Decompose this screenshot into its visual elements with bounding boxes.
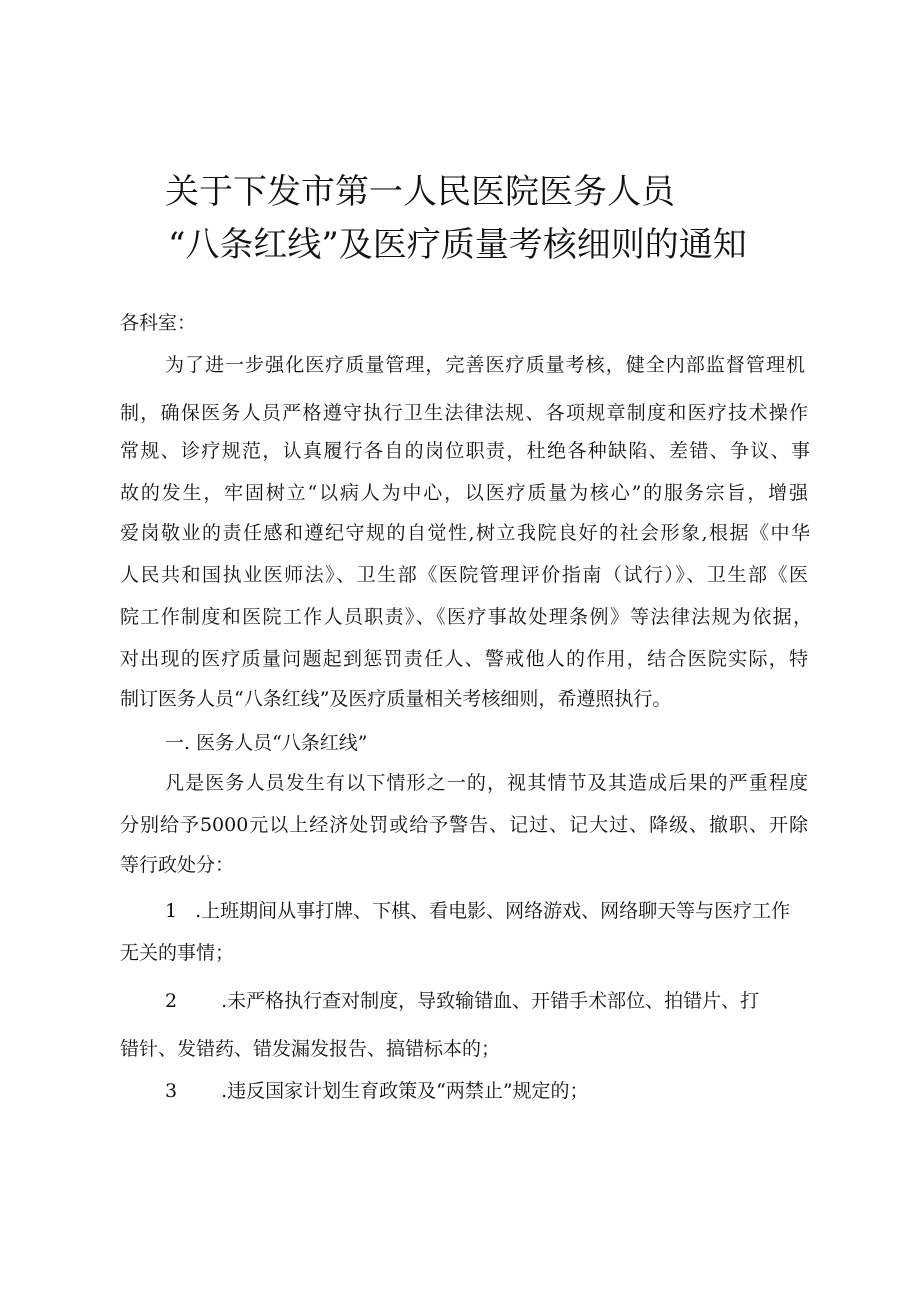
item-text: .违反国家计划生育政策及“两禁止”规定的； (221, 1080, 589, 1102)
document-title-line-2: “八条红线”及医疗质量考核细则的通知 (168, 225, 747, 265)
intro-line: 院工作制度和医院工作人员职责》、《医疗事故处理条例》等法律法规为依据， (120, 606, 812, 628)
list-item (165, 992, 759, 1011)
item-number: 2 (165, 990, 178, 1012)
item-number: 3 (165, 1080, 178, 1102)
list-item (165, 1082, 589, 1101)
section-heading: 一. 医务人员“八条红线” (165, 732, 368, 754)
intro-line: 故的发生，牢固树立“以病人为中心，以医疗质量为核心”的服务宗旨，增强 (120, 482, 808, 504)
intro-line: 常规、诊疗规范，认真履行各自的岗位职责，杜绝各种缺陷、差错、争议、事 (120, 440, 810, 462)
section-text-line: 分别给予5000元以上经济处罚或给予警告、记过、记大过、降级、撤职、开除 (120, 814, 808, 836)
item-number: 1 (165, 900, 178, 922)
list-item (165, 902, 790, 921)
intro-line: 爱岗敬业的责任感和遵纪守规的自觉性,树立我院良好的社会形象,根据《中华 (120, 522, 810, 544)
intro-line: 制，确保医务人员严格遵守执行卫生法律法规、各项规章制度和医疗技术操作 (120, 402, 808, 424)
salutation: 各科室： (120, 312, 197, 334)
section-text-line: 等行政处分： (120, 854, 235, 876)
intro-line: 人民共和国执业医师法》、卫生部《医院管理评价指南（试行）》、卫生部《医 (120, 564, 808, 586)
intro-line: 对出现的医疗质量问题起到惩罚责任人、警戒他人的作用，结合医院实际，特 (120, 648, 808, 670)
item-text: .未严格执行查对制度，导致输错血、开错手术部位、拍错片、打 (221, 990, 760, 1012)
intro-line: 为了进一步强化医疗质量管理，完善医疗质量考核，健全内部监督管理机 (165, 354, 805, 376)
item-text: .上班期间从事打牌、下棋、看电影、网络游戏、网络聊天等与医疗工作 (195, 900, 791, 922)
document-title-line-1: 关于下发市第一人民医院医务人员 (165, 172, 675, 212)
section-text-line: 凡是医务人员发生有以下情形之一的，视其情节及其造成后果的严重程度 (165, 772, 808, 794)
intro-line: 制订医务人员“八条红线”及医疗质量相关考核细则，希遵照执行。 (120, 688, 672, 710)
item-continuation: 错针、发错药、错发漏发报告、搞错标本的； (120, 1038, 501, 1060)
item-continuation: 无关的事情； (120, 942, 235, 964)
